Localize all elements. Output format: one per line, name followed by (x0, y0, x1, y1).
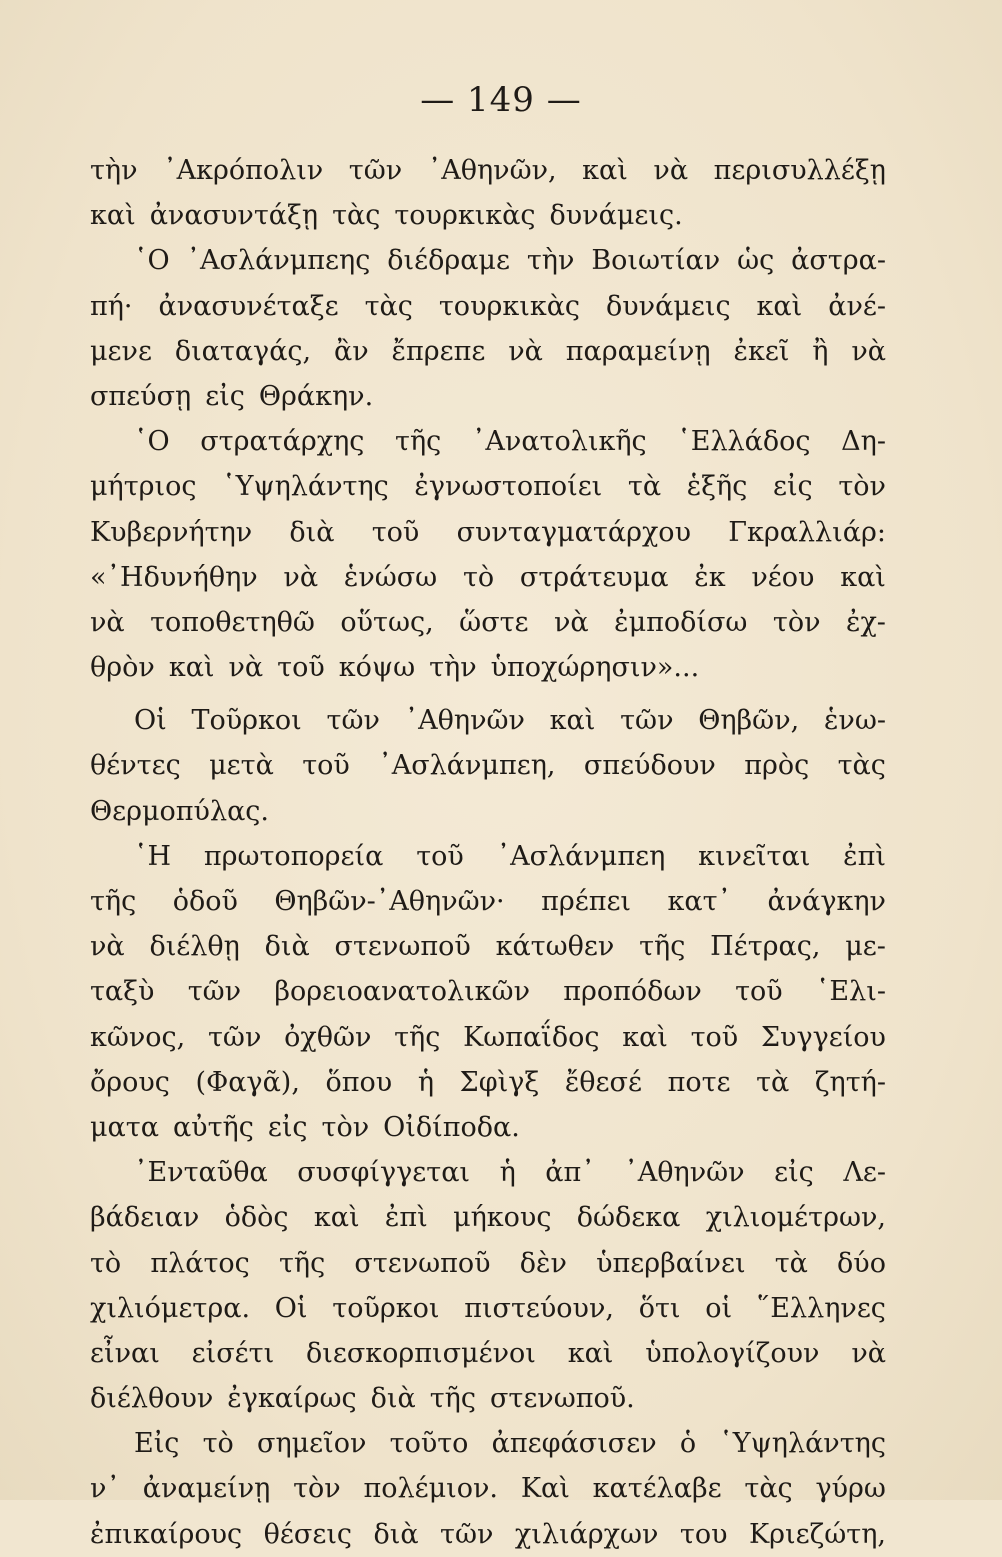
word: τοῦτο (389, 1428, 469, 1460)
word: διὰ (373, 1518, 419, 1550)
word: βορειοανατολικῶν (274, 976, 530, 1008)
text-line (90, 193, 886, 238)
word: νὰ (653, 155, 689, 186)
word: στράτευμα (519, 561, 669, 593)
text-line (90, 698, 886, 743)
word: ὑπερβαίνει (596, 1247, 746, 1279)
word: διὰ (289, 516, 335, 548)
word: ἑξῆς (686, 471, 748, 503)
word: ὄρους (90, 1066, 170, 1098)
text-line (90, 1195, 886, 1240)
word: πλάτος (150, 1247, 250, 1279)
word: ἐπὶ (843, 840, 886, 872)
word: ὑπολογίζουν (645, 1337, 820, 1369)
word: νὰ (851, 1337, 886, 1369)
word: ζητή- (814, 1066, 886, 1098)
word: σημεῖον (257, 1428, 367, 1460)
word: νὰ (283, 561, 319, 593)
word: τὸν (772, 606, 821, 638)
text-line (90, 645, 886, 690)
word: βάδειαν (90, 1202, 200, 1234)
word: ποτε (667, 1066, 731, 1098)
word: Οἱ (274, 1292, 308, 1324)
word: καὶ (567, 1337, 614, 1369)
word: καὶ (313, 1202, 360, 1234)
text-line (90, 419, 886, 464)
word: δυνάμεις (606, 290, 731, 322)
word: τῶν (440, 1518, 494, 1550)
word: τῆς (395, 426, 442, 458)
word: τοῦ (302, 750, 350, 782)
word: τῆς (639, 931, 686, 963)
text-line (90, 969, 886, 1014)
word: Βοιωτίαν (591, 245, 721, 277)
word: Οἱ (134, 705, 167, 737)
word: ᾿Ασλάνμπεης (186, 245, 371, 277)
word: ἐπὶ (384, 1202, 428, 1234)
word: κῶνος, (90, 1021, 186, 1053)
word: ἡ (499, 1157, 516, 1189)
word: τῆς (394, 1021, 441, 1053)
word: Λε- (843, 1157, 886, 1189)
word: Πέτρας, (710, 931, 821, 963)
word: τῶν (348, 155, 403, 186)
word: εἰσέτι (191, 1337, 275, 1369)
word: διέδραμε (387, 245, 510, 277)
word: νὰ (90, 931, 125, 963)
word: «᾿Ηδυνήθην (90, 561, 258, 593)
word: πρωτοπορεία (203, 840, 384, 872)
word: στενωποῦ. (489, 1383, 635, 1415)
word: (Φαγᾶ), (195, 1066, 300, 1098)
word: κινεῖται (698, 840, 811, 872)
word: ῾Ελι- (815, 976, 886, 1008)
text-line (90, 284, 886, 329)
word: ἑνώσω (343, 561, 438, 593)
word: ἀναμείνῃ (142, 1473, 271, 1505)
word: χιλιομέτρων, (705, 1202, 886, 1234)
word: μετὰ (209, 750, 274, 782)
text-line (90, 879, 886, 924)
word: καὶ (840, 561, 886, 593)
word: κάτωθεν (495, 931, 615, 963)
text-line (90, 600, 886, 645)
word: τοποθετηθῶ (150, 606, 315, 638)
word: νὰ (508, 335, 543, 367)
word: ᾿Ασλάνμπεη, (378, 750, 556, 782)
word: εἰς (774, 1157, 814, 1189)
word: εἰς (772, 471, 813, 503)
word: Εἰς (134, 1428, 180, 1460)
word: κατέλαβε (592, 1473, 722, 1505)
text-line (90, 329, 886, 374)
word: τὰ (774, 1247, 808, 1279)
word: διέλθουν (90, 1383, 214, 1415)
text-line (90, 374, 886, 419)
word: ῾Υψηλάντης (719, 1428, 886, 1460)
word: δύο (837, 1247, 886, 1279)
word: ῾Η (134, 840, 172, 872)
word: ὥστε (459, 606, 529, 638)
word: τὸν (293, 1473, 341, 1505)
word: ᾿Αθηνῶν (624, 1157, 745, 1189)
word: ἀνάγκην (767, 886, 886, 917)
word: ἀστρα- (791, 245, 886, 277)
word: τὸ (202, 1428, 234, 1460)
word: Θηβῶν, (698, 705, 800, 737)
text-line (90, 1286, 886, 1331)
word: ν᾿ (90, 1473, 120, 1505)
word: κόψω (338, 652, 416, 684)
word: Θερμοπύλας. (90, 795, 270, 827)
word: τουρκικὰς (394, 200, 536, 232)
word: διὰ (264, 931, 310, 963)
word: ἀνασυντάξῃ (149, 200, 319, 232)
body-text (90, 148, 886, 1557)
word: καὶ (90, 200, 136, 232)
word: Σφὶγξ (459, 1066, 540, 1098)
word: καὶ (756, 290, 803, 322)
word: θέσεις (263, 1518, 353, 1550)
word: ἀπεφάσισεν (491, 1428, 657, 1460)
text-line (90, 1376, 886, 1421)
word: ῞Ελληνες (756, 1292, 886, 1324)
word: μήτριος (90, 471, 197, 503)
word: Συγγείου (760, 1021, 886, 1053)
word: Θηβῶν-᾿Αθηνῶν· (274, 886, 505, 917)
word: τῆς (278, 1247, 326, 1279)
word: εἰς (205, 380, 245, 412)
word: καὶ (622, 1021, 668, 1053)
word: πή· (90, 290, 133, 322)
word: καὶ (582, 155, 628, 186)
word: Δη- (841, 426, 886, 458)
text-line (90, 789, 886, 834)
word: Γκραλλιάρ: (728, 516, 886, 548)
word: τὴν (90, 155, 138, 186)
word: ἐγνωστοποίει (414, 471, 603, 503)
word: περισυλλέξῃ (713, 155, 886, 186)
text-line (90, 834, 886, 879)
word: ῾Υψηλάντης (222, 471, 389, 503)
word: καὶ (168, 652, 215, 684)
word: νὰ (228, 652, 264, 684)
word: ἔθεσέ (564, 1066, 642, 1098)
word: ῾Ο (134, 245, 170, 277)
word: διαταγάς, (174, 335, 312, 367)
word: προπόδων (563, 976, 702, 1008)
text-line (90, 238, 886, 283)
word: ᾿Ασλάνμπεη (496, 840, 666, 872)
word: Κυβερνήτην (90, 516, 253, 548)
text-line (90, 1331, 886, 1376)
word: Θράκην. (258, 380, 374, 412)
word: τουρκικὰς (438, 290, 581, 322)
word: δὲν (519, 1247, 567, 1279)
word: δυνάμεις. (549, 200, 683, 232)
word: καὶ (549, 705, 596, 737)
word: νὰ (554, 606, 589, 638)
word: τῆς (90, 886, 137, 917)
word: πιστεύουν, (464, 1292, 614, 1324)
word: τῆς (429, 1383, 476, 1415)
word: θρὸν (90, 652, 155, 684)
word: στενωποῦ (334, 931, 471, 963)
word: δώδεκα (576, 1202, 681, 1234)
word: πολέμιον. (363, 1473, 499, 1505)
word: εἶναι (90, 1337, 160, 1369)
word: τῶν (326, 705, 380, 737)
word: τὸν (838, 471, 886, 503)
text-line (90, 1105, 886, 1150)
text-line (90, 1466, 886, 1511)
word: ᾿Αθηνῶν (404, 705, 525, 737)
word: τοῦρκοι (332, 1292, 440, 1324)
word: τὰς (837, 750, 886, 782)
word: τοῦ (277, 652, 325, 684)
word: νέου (751, 561, 815, 593)
word: ὡς (737, 245, 775, 277)
word: ἡ (417, 1066, 434, 1098)
word: διεσκορπισμένοι (306, 1337, 536, 1369)
word: Οἰδίποδα. (383, 1111, 520, 1143)
word: γύρω (815, 1473, 886, 1505)
word: εἰς (267, 1111, 308, 1143)
word: τοῦ (690, 1021, 739, 1053)
word: τὰ (627, 471, 662, 503)
word: συσφίγγεται (297, 1157, 471, 1189)
page-number: — 149 — (420, 80, 582, 120)
text-line (90, 1015, 886, 1060)
word: ὅπου (325, 1066, 393, 1098)
word: παραμείνῃ (565, 335, 711, 367)
word: ἐμποδίσω (614, 606, 748, 638)
word: τὰς (744, 1473, 793, 1505)
word: χιλιάρχων (514, 1518, 659, 1550)
word: ὁδοῦ (172, 886, 238, 917)
word: Τοῦρκοι (191, 705, 302, 737)
word: χιλιόμετρα. (90, 1292, 251, 1324)
word: ἐχ- (845, 606, 886, 638)
word: ταξὺ (90, 976, 155, 1008)
word: τὴν (526, 245, 575, 277)
word: ὁδὸς (224, 1202, 289, 1234)
text-line (90, 555, 886, 600)
paragraph-gap (90, 690, 886, 698)
word: σπεύσῃ (90, 380, 192, 412)
word: ᾿Ανατολικῆς (471, 426, 647, 458)
word: τῶν (620, 705, 674, 737)
text-line (90, 148, 886, 193)
word: ἐπικαίρους (90, 1518, 243, 1550)
word: νὰ (851, 335, 886, 367)
word: του (679, 1518, 728, 1550)
word: τὸ (90, 1247, 122, 1279)
word: Κωπαΐδος (463, 1021, 600, 1053)
word: τὰς (332, 200, 381, 232)
word: τὸν (321, 1111, 370, 1143)
word: τὴν (429, 652, 477, 684)
word: νὰ (90, 606, 125, 638)
word: Καὶ (520, 1473, 570, 1505)
text-line (90, 924, 886, 969)
word: τοῦ (416, 840, 464, 872)
word: ἀνασυνέταξε (158, 290, 339, 322)
text-line (90, 743, 886, 788)
word: ὁ (679, 1428, 697, 1460)
word: στρατάρχης (200, 426, 365, 458)
word: στενωποῦ (354, 1247, 491, 1279)
text-line (90, 1421, 886, 1466)
word: τῶν (187, 976, 242, 1008)
word: τὸ (462, 561, 495, 593)
word: ᾿Ενταῦθα (134, 1157, 268, 1189)
word: διὰ (370, 1383, 416, 1415)
word: ἑνω- (823, 705, 886, 737)
word: ἔπρεπε (391, 335, 486, 367)
word: τοῦ (735, 976, 783, 1008)
word: ἂν (334, 335, 369, 367)
word: οὕτως, (340, 606, 434, 638)
text-line (90, 1241, 886, 1286)
word: ἐκ (694, 561, 726, 593)
word: ὑποχώρησιν»... (490, 652, 700, 684)
word: οἱ (705, 1292, 733, 1324)
word: μήκους (453, 1202, 552, 1234)
word: ἐκεῖ (733, 335, 790, 367)
word: πρέπει (541, 886, 632, 917)
word: ματα (90, 1111, 159, 1143)
word: τῶν (207, 1021, 262, 1053)
text-line (90, 510, 886, 555)
word: ἢ (812, 335, 829, 367)
word: διέλθῃ (149, 931, 240, 963)
word: ὅτι (638, 1292, 681, 1324)
word: ᾿Αθηνῶν, (427, 155, 557, 186)
word: ἐγκαίρως (227, 1383, 357, 1415)
word: ἀπ᾿ (545, 1157, 595, 1189)
word: μενε (90, 335, 152, 367)
text-line (90, 1060, 886, 1105)
word: τοῦ (371, 516, 420, 548)
word: κατ᾿ (667, 886, 732, 917)
text-line (90, 1150, 886, 1195)
word: ῾Ο (134, 426, 170, 458)
text-line (90, 464, 886, 509)
text-line (90, 1512, 886, 1557)
word: αὐτῆς (172, 1111, 254, 1143)
word: πρὸς (744, 750, 810, 782)
word: σπεύδουν (583, 750, 716, 782)
word: τὰ (756, 1066, 790, 1098)
word: ῾Ελλάδος (677, 426, 811, 458)
word: ὀχθῶν (284, 1021, 372, 1053)
word: τὰς (364, 290, 413, 322)
word: ᾿Ακρόπολιν (163, 155, 324, 186)
word: θέντες (90, 750, 181, 782)
word: συνταγματάρχου (456, 516, 691, 548)
word: με- (845, 931, 886, 963)
word: ἀνέ- (828, 290, 886, 322)
word: Κριεζώτη, (748, 1518, 886, 1550)
